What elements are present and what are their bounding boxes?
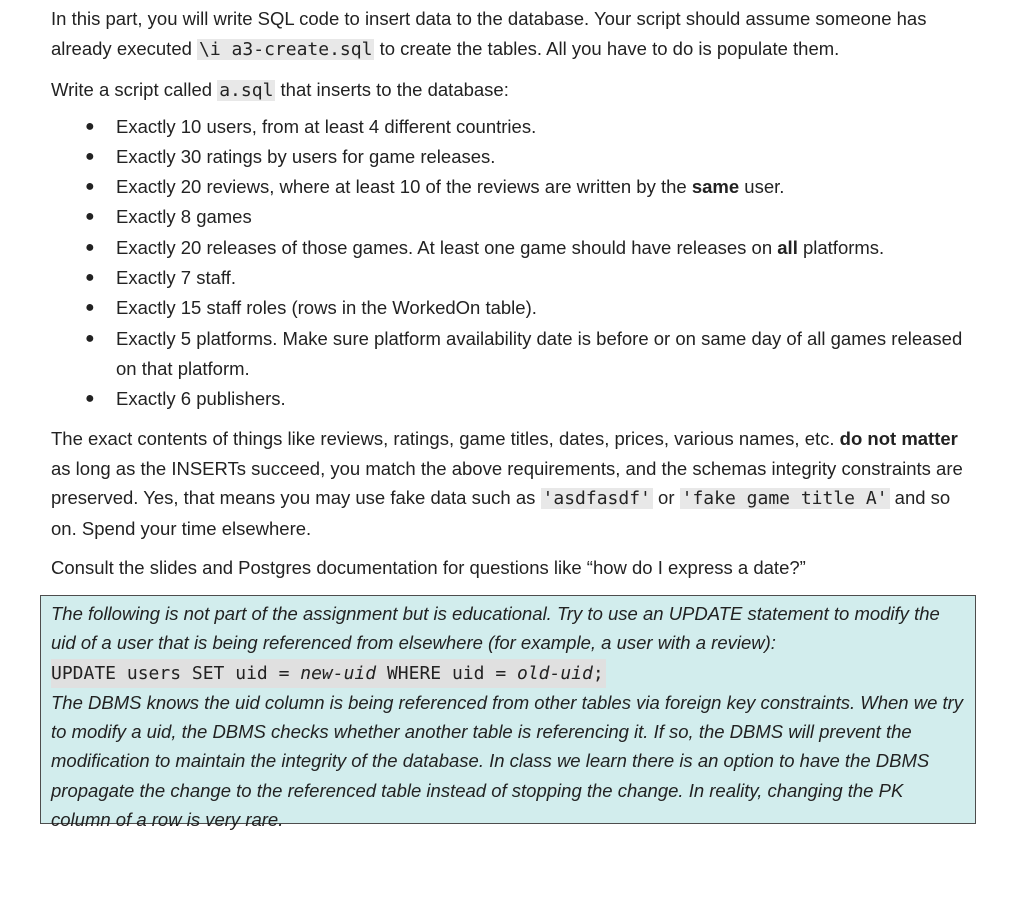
contents-text-3: or [652,487,680,509]
consult-paragraph: Consult the slides and Postgres documentation for questions like “how do I express a date?” [51,557,806,579]
sql-part-c: ; [592,662,604,684]
script-text-2: that inserts to the database: [275,79,509,100]
requirement-item [51,233,971,263]
requirement-text: Exactly 10 users, from at least 4 different countries. [116,115,537,137]
bullet-icon: ● [85,390,95,408]
requirement-text-end: user. [739,176,785,198]
contents-bold: do not matter [839,428,958,450]
sql-part-a: UPDATE users SET uid = [51,662,301,684]
document-page [51,0,971,583]
requirement-item [51,142,971,172]
sql-new-uid: new-uid [300,662,377,684]
bullet-icon: ● [85,268,95,286]
requirement-emphasis: all [777,236,798,258]
intro-text-1: In this part, you will write SQL code to insert data to the database. Your script should assume someone has already executed [51,8,927,59]
fake-data-code-1: 'asdfasdf' [542,488,651,510]
bullet-icon: ● [85,208,95,226]
create-script-code: \i a3-create.sql [199,38,373,60]
bullet-icon: ● [85,117,95,135]
bullet-icon: ● [85,299,95,317]
contents-text-1: The exact contents of things like reviews, ratings, game titles, dates, prices, various names, etc. [51,428,840,450]
requirement-item [51,172,971,202]
sql-old-uid: old-uid [517,662,593,684]
contents-paragraph [51,424,971,543]
bullet-icon: ● [85,147,95,165]
requirement-item [51,202,971,232]
requirement-item [51,263,971,293]
requirement-text: Exactly 8 games [116,206,252,228]
requirements-list [51,112,971,415]
requirement-text: Exactly 15 staff roles (rows in the WorkedOn table). [116,297,537,319]
educational-note-box [40,595,976,831]
intro-text-2: to create the tables. All you have to do is populate them. [374,37,840,59]
requirement-emphasis: same [691,176,740,198]
intro-paragraph [51,4,971,64]
contents-text-4: and so on. Spend your time elsewhere. [51,487,951,539]
bullet-icon: ● [85,329,95,347]
requirement-text: Exactly 5 platforms. Make sure platform availability date is before or on same day of all games released on that platform. [116,327,963,379]
bullet-icon: ● [85,178,95,196]
requirement-text: Exactly 20 releases of those games. At least one game should have releases on [116,236,778,258]
requirement-item [51,384,971,414]
script-text-1: Write a script called [51,79,218,100]
sql-part-b: WHERE uid = [376,662,517,684]
note-text-2: The DBMS knows the uid column is being referenced from other tables via foreign key constraints. When we try to modify a uid, the DBMS checks whether another table is referencing it. If so, the DBMS will prevent the modification to maintain the integrity of the database. In class we learn there is an option to have the DBMS propagate the change to the referenced table instead of stopping the change. In reality, changing the PK column of a row is very rare. [51,691,964,831]
requirement-text: Exactly 6 publishers. [116,388,286,410]
requirement-item [51,324,971,385]
requirement-text: Exactly 30 ratings by users for game releases. [116,145,496,167]
fake-data-code-2: 'fake game title A' [681,488,888,510]
bullet-icon: ● [85,238,95,256]
script-paragraph [51,75,971,106]
update-sql-statement [51,659,606,688]
requirement-text: Exactly 7 staff. [116,266,236,288]
contents-text-2: as long as the INSERTs succeed, you match the above requirements, and the schemas integrity constraints are preserved. Yes, that means you may use fake data such as [51,457,963,509]
note-text-1: The following is not part of the assignment but is educational. Try to use an UPDATE statement to modify the uid of a user that is being referenced from elsewhere (for example, a user with a review): [51,603,940,654]
requirement-text: Exactly 20 reviews, where at least 10 of the reviews are written by the [116,176,692,198]
requirement-item [51,293,971,323]
script-filename-code: a.sql [219,80,274,101]
requirement-text-end: platforms. [797,236,885,258]
requirement-item [51,112,971,142]
